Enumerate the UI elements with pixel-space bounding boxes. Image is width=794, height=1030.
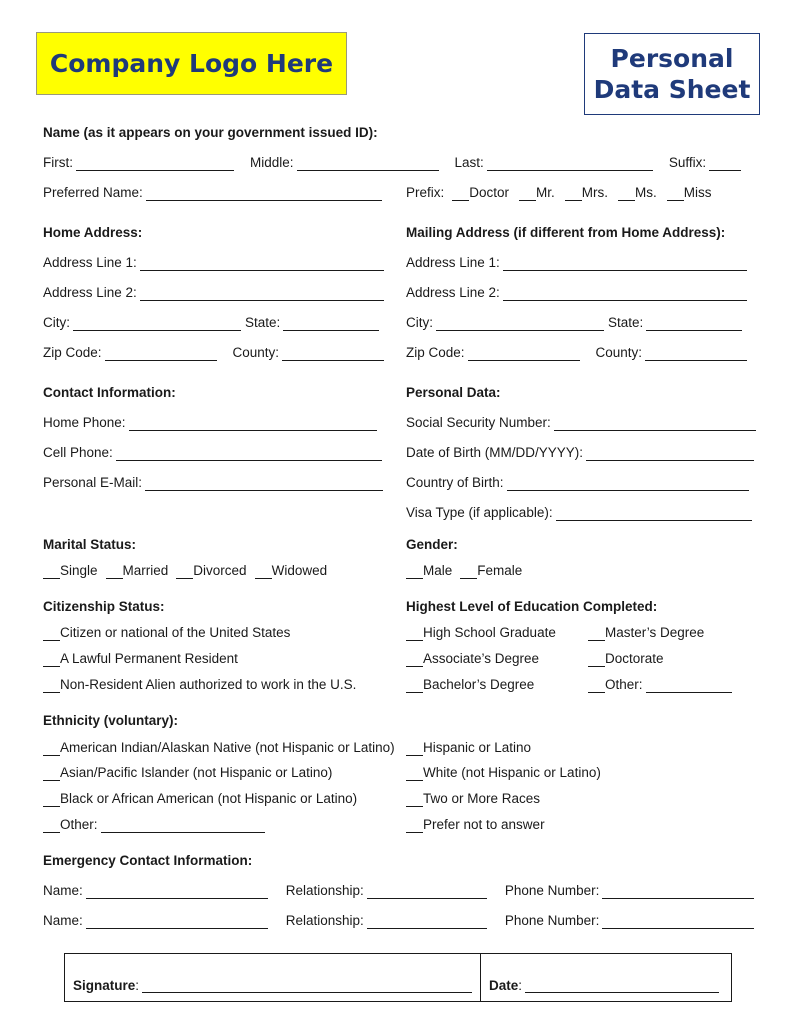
ethnicity-american-indian-checkbox[interactable] xyxy=(43,744,60,756)
prefix-mrs-label: Mrs. xyxy=(581,185,609,200)
cell-phone-label: Cell Phone: xyxy=(43,445,113,460)
education-bachelors-label: Bachelor’s Degree xyxy=(423,677,535,692)
mailing-address-heading: Mailing Address (if different from Home Address): xyxy=(406,225,726,240)
visa-row xyxy=(406,503,752,521)
ethnicity-black-checkbox[interactable] xyxy=(43,795,60,807)
emergency-name-field-1[interactable] xyxy=(86,887,268,899)
ethnicity-heading: Ethnicity (voluntary): xyxy=(43,713,179,728)
date-cell: Date : xyxy=(481,954,719,1001)
preferred-name-field[interactable] xyxy=(146,189,382,201)
mailing-city-label: City: xyxy=(406,315,433,330)
education-high-school-label: High School Graduate xyxy=(423,625,556,640)
citizenship-citizen-checkbox[interactable] xyxy=(43,629,60,641)
home-address-line2-label: Address Line 2: xyxy=(43,285,137,300)
name-heading: Name (as it appears on your government issued ID): xyxy=(43,125,378,140)
signature-label: Signature xyxy=(73,978,136,993)
prefix-mrs-checkbox[interactable] xyxy=(565,189,582,201)
emergency-phone-label: Phone Number: xyxy=(504,883,600,898)
gender-male-checkbox[interactable] xyxy=(406,567,423,579)
home-city-label: City: xyxy=(43,315,70,330)
emergency-heading: Emergency Contact Information: xyxy=(43,853,253,868)
ethnicity-option-row xyxy=(43,738,395,756)
prefix-miss-checkbox[interactable] xyxy=(667,189,684,201)
dob-label: Date of Birth (MM/DD/YYYY): xyxy=(406,445,584,460)
first-name-field[interactable] xyxy=(76,159,234,171)
title-line-1: Personal xyxy=(610,43,734,73)
education-option-row xyxy=(406,649,539,667)
education-high-school-checkbox[interactable] xyxy=(406,629,423,641)
mailing-address-line2-label: Address Line 2: xyxy=(406,285,500,300)
home-city-field[interactable] xyxy=(73,319,241,331)
home-state-label: State: xyxy=(245,315,281,330)
emergency-contact-row-1 xyxy=(43,881,754,899)
marital-single-checkbox[interactable] xyxy=(43,567,60,579)
signature-box xyxy=(64,953,732,1002)
marital-heading: Marital Status: xyxy=(43,537,137,552)
signature-field[interactable] xyxy=(142,981,472,993)
gender-male-label: Male xyxy=(423,563,453,578)
emergency-relationship-label: Relationship: xyxy=(285,883,364,898)
document-title xyxy=(584,33,760,115)
ethnicity-asian-label: Asian/Pacific Islander (not Hispanic or Latino) xyxy=(60,765,333,780)
home-city-state-row xyxy=(43,313,379,331)
country-row xyxy=(406,473,749,491)
prefix-mr-checkbox[interactable] xyxy=(519,189,536,201)
citizenship-option-row xyxy=(43,649,238,667)
prefix-ms-checkbox[interactable] xyxy=(618,189,635,201)
first-name-label: First: xyxy=(43,155,73,170)
marital-options-row xyxy=(43,561,327,579)
signature-cell: Signature : xyxy=(65,954,481,1001)
name-row xyxy=(43,153,741,171)
home-phone-label: Home Phone: xyxy=(43,415,126,430)
email-field[interactable] xyxy=(145,479,383,491)
visa-field[interactable] xyxy=(556,509,752,521)
home-address-line2-row xyxy=(43,283,384,301)
education-doctorate-label: Doctorate xyxy=(605,651,664,666)
cell-phone-field[interactable] xyxy=(116,449,382,461)
last-name-field[interactable] xyxy=(487,159,653,171)
education-associates-checkbox[interactable] xyxy=(406,655,423,667)
date-label: Date xyxy=(489,978,519,993)
emergency-phone-field-2[interactable] xyxy=(602,917,754,929)
ssn-label: Social Security Number: xyxy=(406,415,551,430)
marital-divorced-checkbox[interactable] xyxy=(176,567,193,579)
middle-name-label: Middle: xyxy=(250,155,294,170)
ethnicity-option-row xyxy=(43,789,357,807)
email-label: Personal E-Mail: xyxy=(43,475,143,490)
education-option-row xyxy=(406,623,556,641)
home-zip-county-row xyxy=(43,343,384,361)
home-county-label: County: xyxy=(232,345,280,360)
cell-phone-row xyxy=(43,443,382,461)
ethnicity-two-or-more-label: Two or More Races xyxy=(423,791,541,806)
education-masters-label: Master’s Degree xyxy=(605,625,705,640)
mailing-address-line2-row xyxy=(406,283,747,301)
ethnicity-black-label: Black or African American (not Hispanic or Latino) xyxy=(60,791,358,806)
prefix-doctor-checkbox[interactable] xyxy=(452,189,469,201)
emergency-name-label: Name: xyxy=(43,883,83,898)
emergency-phone-field-1[interactable] xyxy=(602,887,754,899)
mailing-zip-label: Zip Code: xyxy=(406,345,465,360)
ethnicity-american-indian-label: American Indian/Alaskan Native (not Hispanic or Latino) xyxy=(60,740,395,755)
home-zip-field[interactable] xyxy=(105,349,217,361)
home-county-field[interactable] xyxy=(282,349,384,361)
email-row xyxy=(43,473,383,491)
home-phone-field[interactable] xyxy=(129,419,377,431)
suffix-label: Suffix: xyxy=(668,155,707,170)
marital-married-checkbox[interactable] xyxy=(106,567,123,579)
citizenship-option-row xyxy=(43,623,290,641)
gender-female-label: Female xyxy=(477,563,523,578)
citizenship-permanent-resident-label: A Lawful Permanent Resident xyxy=(60,651,238,666)
ethnicity-option-row xyxy=(406,763,601,781)
ethnicity-prefer-not-checkbox[interactable] xyxy=(406,821,423,833)
home-address-heading: Home Address: xyxy=(43,225,143,240)
middle-name-field[interactable] xyxy=(297,159,439,171)
ethnicity-option-row xyxy=(43,815,265,833)
gender-heading: Gender: xyxy=(406,537,458,552)
ethnicity-asian-checkbox[interactable] xyxy=(43,769,60,781)
mailing-zip-county-row xyxy=(406,343,747,361)
country-field[interactable] xyxy=(507,479,749,491)
mailing-city-state-row xyxy=(406,313,742,331)
education-other-checkbox[interactable] xyxy=(588,681,605,693)
emergency-relationship-field-2[interactable] xyxy=(367,917,487,929)
preferred-name-label: Preferred Name: xyxy=(43,185,143,200)
citizenship-permanent-resident-checkbox[interactable] xyxy=(43,655,60,667)
emergency-relationship-label: Relationship: xyxy=(285,913,364,928)
date-field[interactable] xyxy=(525,981,719,993)
prefix-miss-label: Miss xyxy=(683,185,712,200)
citizenship-nonresident-checkbox[interactable] xyxy=(43,681,60,693)
ethnicity-option-row xyxy=(406,738,531,756)
marital-married-label: Married xyxy=(122,563,169,578)
marital-widowed-checkbox[interactable] xyxy=(255,567,272,579)
education-option-row xyxy=(406,675,534,693)
education-heading: Highest Level of Education Completed: xyxy=(406,599,658,614)
ethnicity-white-checkbox[interactable] xyxy=(406,769,423,781)
mailing-address-line1-field[interactable] xyxy=(503,259,747,271)
mailing-city-field[interactable] xyxy=(436,319,604,331)
education-other-label: Other: xyxy=(605,677,643,692)
prefix-label: Prefix: xyxy=(406,185,445,200)
ethnicity-option-row xyxy=(406,815,545,833)
gender-options-row xyxy=(406,561,522,579)
ssn-row xyxy=(406,413,756,431)
education-associates-label: Associate’s Degree xyxy=(423,651,540,666)
mailing-state-label: State: xyxy=(608,315,644,330)
gender-female-checkbox[interactable] xyxy=(460,567,477,579)
education-option-row xyxy=(588,675,732,693)
country-label: Country of Birth: xyxy=(406,475,504,490)
home-address-line1-field[interactable] xyxy=(140,259,384,271)
ethnicity-other-checkbox[interactable] xyxy=(43,821,60,833)
suffix-field[interactable] xyxy=(709,159,741,171)
education-masters-checkbox[interactable] xyxy=(588,629,605,641)
ssn-field[interactable] xyxy=(554,419,756,431)
marital-widowed-label: Widowed xyxy=(271,563,328,578)
emergency-name-field-2[interactable] xyxy=(86,917,268,929)
emergency-relationship-field-1[interactable] xyxy=(367,887,487,899)
citizenship-heading: Citizenship Status: xyxy=(43,599,165,614)
mailing-state-field[interactable] xyxy=(646,319,742,331)
ethnicity-hispanic-label: Hispanic or Latino xyxy=(423,740,532,755)
citizenship-citizen-label: Citizen or national of the United States xyxy=(60,625,291,640)
education-option-row xyxy=(588,623,704,641)
mailing-address-line1-label: Address Line 1: xyxy=(406,255,500,270)
education-bachelors-checkbox[interactable] xyxy=(406,681,423,693)
mailing-zip-field[interactable] xyxy=(468,349,580,361)
ethnicity-option-row xyxy=(43,763,332,781)
marital-single-label: Single xyxy=(60,563,98,578)
home-address-line1-label: Address Line 1: xyxy=(43,255,137,270)
ethnicity-prefer-not-label: Prefer not to answer xyxy=(423,817,545,832)
home-address-line1-row xyxy=(43,253,384,271)
dob-row xyxy=(406,443,754,461)
citizenship-nonresident-label: Non-Resident Alien authorized to work in the U.S. xyxy=(60,677,357,692)
mailing-county-label: County: xyxy=(595,345,643,360)
ethnicity-two-or-more-checkbox[interactable] xyxy=(406,795,423,807)
education-option-row xyxy=(588,649,664,667)
citizenship-option-row xyxy=(43,675,356,693)
ethnicity-hispanic-checkbox[interactable] xyxy=(406,744,423,756)
ethnicity-white-label: White (not Hispanic or Latino) xyxy=(423,765,601,780)
personal-data-heading: Personal Data: xyxy=(406,385,501,400)
mailing-address-line2-field[interactable] xyxy=(503,289,747,301)
home-state-field[interactable] xyxy=(283,319,379,331)
contact-heading: Contact Information: xyxy=(43,385,176,400)
education-other-field[interactable] xyxy=(646,681,732,693)
home-phone-row xyxy=(43,413,377,431)
home-address-line2-field[interactable] xyxy=(140,289,384,301)
mailing-address-line1-row xyxy=(406,253,747,271)
dob-field[interactable] xyxy=(586,449,754,461)
prefix-ms-label: Ms. xyxy=(635,185,657,200)
emergency-contact-row-2 xyxy=(43,911,754,929)
ethnicity-other-field[interactable] xyxy=(101,821,265,833)
preferred-name-row xyxy=(43,183,382,201)
marital-divorced-label: Divorced xyxy=(193,563,247,578)
company-logo-placeholder: Company Logo Here xyxy=(36,32,347,95)
ethnicity-option-row xyxy=(406,789,540,807)
prefix-row xyxy=(406,183,712,201)
emergency-name-label: Name: xyxy=(43,913,83,928)
education-doctorate-checkbox[interactable] xyxy=(588,655,605,667)
prefix-mr-label: Mr. xyxy=(536,185,555,200)
ethnicity-other-label: Other: xyxy=(60,817,98,832)
prefix-doctor-label: Doctor xyxy=(469,185,510,200)
title-line-2: Data Sheet xyxy=(593,75,751,104)
visa-label: Visa Type (if applicable): xyxy=(406,505,553,520)
last-name-label: Last: xyxy=(454,155,484,170)
mailing-county-field[interactable] xyxy=(645,349,747,361)
home-zip-label: Zip Code: xyxy=(43,345,102,360)
emergency-phone-label: Phone Number: xyxy=(504,913,600,928)
